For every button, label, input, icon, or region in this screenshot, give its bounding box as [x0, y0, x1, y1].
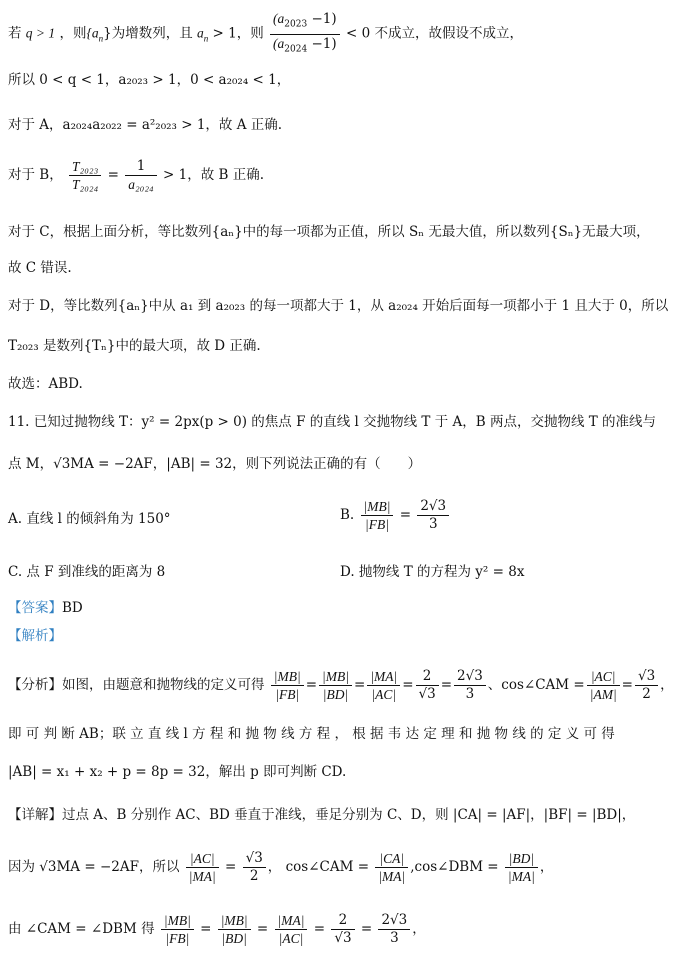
text: = [305, 677, 318, 693]
text: = [356, 921, 377, 937]
fraction [505, 850, 538, 885]
line-6: 故 C 错误. [8, 260, 72, 276]
fraction [378, 912, 410, 947]
frac-den: T₂₀₂₄ [72, 177, 99, 192]
fraction [635, 668, 658, 703]
frac-den: |FB| [165, 931, 190, 946]
text: = [309, 921, 330, 937]
analysis-label: 【解析】 [8, 628, 62, 644]
frac-num: |MA| [275, 912, 308, 930]
text: 过点 A、B 分别作 AC、BD 垂直于准线，垂足分别为 C、D，则 |CA| = |AF|，|BF| = |BD|， [62, 807, 636, 823]
frac-num: 2√3 [378, 912, 410, 930]
frac-den: |AM| [589, 687, 617, 702]
fraction [243, 850, 266, 885]
frac-den-end: −1) [307, 35, 337, 52]
text: > 1，故 B 正确. [158, 167, 265, 183]
text: 对于 B， [8, 167, 63, 183]
frac-num: 1 [125, 158, 157, 176]
frac-den: 2 [642, 686, 651, 702]
fenxi-label: 【分析】 [8, 677, 62, 693]
text: = [353, 677, 366, 693]
text: = [103, 167, 124, 183]
text: ，则 [59, 25, 87, 42]
math: q > 1 [25, 25, 56, 41]
frac-num: √3 [243, 850, 266, 868]
text: > 1，则 [208, 25, 264, 42]
line-9: 故选：ABD. [8, 376, 83, 392]
frac-den: |AC| [278, 931, 304, 946]
frac-num: |BD| [505, 850, 538, 868]
text: ， [412, 921, 426, 937]
frac-den: |FB| [275, 687, 300, 702]
line-8: T₂₀₂₃ 是数列{Tₙ}中的最大项，故 D 正确. [8, 338, 261, 354]
text: 因为 √3MA = −2AF，所以 [8, 859, 180, 875]
fraction [416, 668, 439, 703]
sub: 2023 [284, 19, 308, 30]
frac-den: |MA| [188, 869, 216, 884]
option-c: C. 点 F 到准线的距离为 8 [8, 564, 166, 580]
text: ,cos∠DBM = [410, 859, 503, 875]
frac-num: 2√3 [454, 668, 486, 686]
frac-den: √3 [418, 686, 436, 702]
frac-num: |MB| [361, 498, 394, 516]
frac-den: a₂₀₂₄ [128, 177, 154, 192]
fraction [271, 668, 304, 703]
fraction [361, 498, 394, 533]
text: }为增数列，且 [103, 25, 193, 42]
frac-num: |MA| [367, 668, 400, 686]
frac-num: |MB| [319, 668, 352, 686]
fraction [417, 498, 449, 533]
fraction [375, 850, 408, 885]
frac-den: 2 [249, 868, 259, 884]
xiangjie-label: 【详解】 [8, 807, 62, 823]
option-label: B. [340, 507, 355, 523]
text: = [195, 921, 216, 937]
fenxi-line-3: |AB| = x₁ + x₂ + p = 8p = 32，解出 p 即可判断 CD. [8, 764, 347, 780]
text: < 0 不成立，故假设不成立， [341, 25, 523, 42]
text: 如图，由题意和抛物线的定义可得 [62, 677, 265, 693]
line-you [8, 912, 426, 947]
text: = [440, 677, 453, 693]
text: ， [660, 677, 674, 693]
math: a [197, 25, 204, 41]
fraction [161, 912, 194, 947]
option-d: D. 抛物线 T 的方程为 y² = 8x [340, 564, 525, 580]
frac-num-end: −1) [307, 11, 337, 27]
answer-value: BD [62, 600, 83, 616]
frac-den: |BD| [322, 687, 349, 702]
fraction [186, 850, 219, 885]
sub: 2024 [284, 44, 308, 55]
fraction [367, 668, 400, 703]
text: 若 [8, 25, 22, 42]
fenxi-line-2: 即 可 判 断 AB；联 立 直 线 l 方 程 和 抛 物 线 方 程 ， 根 据 韦 达 定 理 和 抛 物 线 的 定 义 可 得 [8, 726, 615, 742]
fraction [454, 668, 486, 703]
line-4 [8, 158, 264, 193]
xiangjie-line-1 [8, 805, 635, 825]
fraction [218, 912, 251, 947]
frac-den: |AC| [371, 687, 397, 702]
answer-line [8, 598, 83, 618]
line-yinwei [8, 850, 553, 885]
frac-den: |MA| [378, 869, 406, 884]
frac-num: |MB| [161, 912, 194, 930]
frac-num: T₂₀₂₃ [69, 158, 101, 176]
fraction [331, 912, 354, 947]
answer-label: 【答案】 [8, 600, 62, 616]
frac-num: |AC| [186, 850, 219, 868]
text: = [252, 921, 273, 937]
frac-num: 2√3 [417, 498, 449, 516]
fraction [270, 10, 340, 58]
frac-num: |MB| [218, 912, 251, 930]
fraction [125, 158, 157, 193]
line-3: 对于 A，a₂₀₂₄a₂₀₂₂ = a²₂₀₂₃ > 1，故 A 正确. [8, 117, 283, 133]
text: 由 ∠CAM = ∠DBM 得 [8, 921, 155, 937]
line-2: 所以 0 < q < 1，a₂₀₂₃ > 1，0 < a₂₀₂₄ < 1， [8, 72, 291, 88]
fraction [587, 668, 620, 703]
frac-den: |MA| [507, 869, 535, 884]
frac-num: 2 [416, 668, 439, 686]
text: ， [539, 859, 554, 875]
text: 、cos∠CAM = [487, 677, 585, 693]
text: ， cos∠CAM = [267, 859, 374, 875]
frac-den: |BD| [221, 931, 247, 946]
question-11-line-1: 11. 已知过抛物线 T：y² = 2px(p > 0) 的焦点 F 的直线 l 交抛物线 T 于 A，B 两点，交抛物线 T 的准线与 [8, 414, 657, 430]
text: = [402, 677, 414, 693]
question-11-line-2: 点 M，√3MA = −2AF，|AB| = 32，则下列说法正确的有（ ） [8, 456, 422, 472]
option-a: A. 直线 l 的倾斜角为 150° [8, 511, 171, 527]
fraction [275, 912, 308, 947]
frac-den: |FB| [365, 517, 389, 532]
text: = [395, 507, 416, 523]
text: = [220, 859, 241, 875]
option-b [340, 498, 451, 533]
frac-num: √3 [635, 668, 658, 686]
line-1: 若 q > 1 ，则$\{a_n\}$为增数列，且 $a_n > 1$，则 $\frac{(a_{2023} -1)}{(a_{2024} -1)}$ < 0 不成立，故假设不成立， [8, 10, 523, 58]
frac-den: 3 [465, 686, 475, 702]
fenxi-line-1 [8, 668, 674, 703]
frac-num: (a [273, 11, 285, 26]
text: = [621, 677, 633, 693]
frac-num: 2 [331, 912, 354, 930]
frac-num: |MB| [271, 668, 304, 686]
math: {a [86, 25, 99, 41]
line-7: 对于 D，等比数列{aₙ}中从 a₁ 到 a₂₀₂₃ 的每一项都大于 1，从 a₂₀₂₄ 开始后面每一项都小于 1 且大于 0，所以 [8, 298, 669, 314]
frac-num: |CA| [375, 850, 408, 868]
frac-den: 3 [428, 516, 438, 532]
line-5: 对于 C，根据上面分析，等比数列{aₙ}中的每一项都为正值，所以 Sₙ 无最大值，所以数列{Sₙ}无最大项， [8, 224, 650, 240]
frac-den: 3 [390, 930, 399, 946]
fraction [69, 158, 101, 193]
frac-den: √3 [334, 930, 352, 946]
frac-num: |AC| [587, 668, 620, 686]
fraction [319, 668, 352, 703]
frac-den: (a [273, 35, 285, 51]
